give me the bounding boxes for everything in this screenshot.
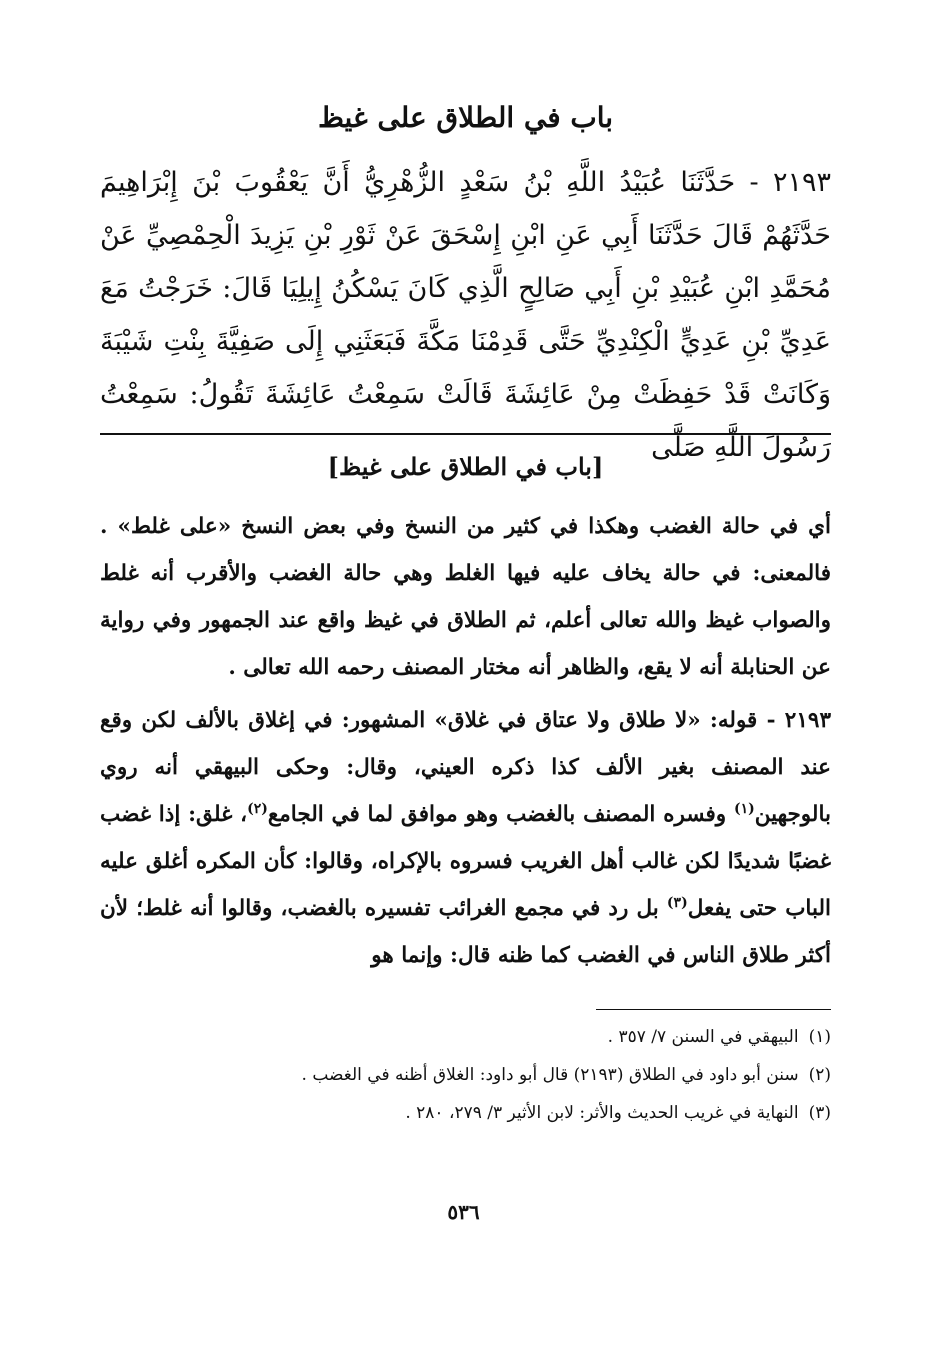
footnote-reference-3[interactable]: (٣) <box>666 894 688 911</box>
commentary-title: [باب في الطلاق على غيظ] <box>327 452 604 481</box>
commentary-text-segment: ، غلق: إذا غضب غضبًا شديدًا لكن غالب أهل الغريب فسروه بالإكراه، وقالوا: كأن المكره أغلق عليه الباب حتى يفعل <box>100 802 831 921</box>
commentary-text-segment: ٢١٩٣ - قوله: «لا طلاق ولا عتاق في غلاق» المشهور: في إغلاق بالألف لكن وقع عند المصنف بغير الألف كذا ذكره العيني، وقال: وحكى البيهقي أنه روي بالوجهين <box>100 708 831 827</box>
footnote-reference-2[interactable]: (٢) <box>247 800 268 817</box>
footnote-item <box>100 1056 831 1094</box>
footnote-rule <box>596 1009 831 1010</box>
commentary-paragraph-1: أي في حالة الغضب وهكذا في كثير من النسخ وفي بعض النسخ «على غلط» . فالمعنى: في حالة يخاف عليه فيها الغلط وهي حالة الغضب والأقرب أنه غلط والصواب غيظ والله تعالى أعلم، ثم الطلاق في غيظ واقع عند الجمهور وفي رواية عن الحنابلة أنه لا يقع، والظاهر أنه مختار المصنف رحمه الله تعالى . <box>100 514 831 680</box>
page-number: ٥٣٦ <box>447 1200 480 1224</box>
footnote-text: النهاية في غريب الحديث والأثر: لابن الأثير ٣/ ٢٧٩، ٢٨٠ . <box>405 1103 799 1123</box>
footnote-item <box>100 1094 831 1132</box>
chapter-title: باب في الطلاق على غيظ <box>317 101 614 134</box>
commentary-text-segment: وفسره المصنف بالغضب وهو موافق لما في الجامع <box>267 802 734 827</box>
footnote-reference-1[interactable]: (١) <box>733 800 755 817</box>
commentary-text-segment: بل رد في مجمع الغرائب تفسيره بالغضب، وقالوا أنه غلط؛ لأن أكثر طلاق الناس في الغضب كما ظنه قال: وإنما هو <box>100 896 831 968</box>
commentary-paragraph-2 <box>100 697 831 979</box>
footnote-number: (١) <box>808 1027 831 1047</box>
footnote-text: سنن أبو داود في الطلاق (٢١٩٣) قال أبو داود: الغلاق أظنه في الغضب . <box>301 1065 799 1085</box>
footnote-text: البيهقي في السنن ٧/ ٣٥٧ . <box>607 1027 799 1047</box>
footnote-item <box>100 1018 831 1056</box>
footnotes-list <box>100 1018 831 1132</box>
hadith-text: ٢١٩٣ - حَدَّثَنَا عُبَيْدُ اللَّهِ بْنُ سَعْدٍ الزُّهْرِيُّ أَنَّ يَعْقُوبَ بْنَ إِبْرَاهِيمَ حَدَّثَهُمْ قَالَ حَدَّثَنَا أَبِي عَنِ ابْنِ إِسْحَقَ عَنْ ثَوْرِ بْنِ يَزِيدَ الْحِمْصِيِّ عَنْ مُحَمَّدِ ابْنِ عُبَيْدِ بْنِ أَبِي صَالِحٍ الَّذِي كَانَ يَسْكُنُ إِيلِيَا قَالَ: خَرَجْتُ مَعَ عَدِيِّ بْنِ عَدِيٍّ الْكِنْدِيِّ حَتَّى قَدِمْنَا مَكَّةَ فَبَعَثَنِي إِلَى صَفِيَّةَ بِنْتِ شَيْبَةَ وَكَانَتْ قَدْ حَفِظَتْ مِنْ عَائِشَةَ قَالَتْ سَمِعْتُ عَائِشَةَ تَقُولُ: سَمِعْتُ رَسُولَ اللَّهِ صَلَّى <box>100 167 831 463</box>
footnote-number: (٣) <box>808 1103 831 1123</box>
footnote-number: (٢) <box>808 1065 831 1085</box>
